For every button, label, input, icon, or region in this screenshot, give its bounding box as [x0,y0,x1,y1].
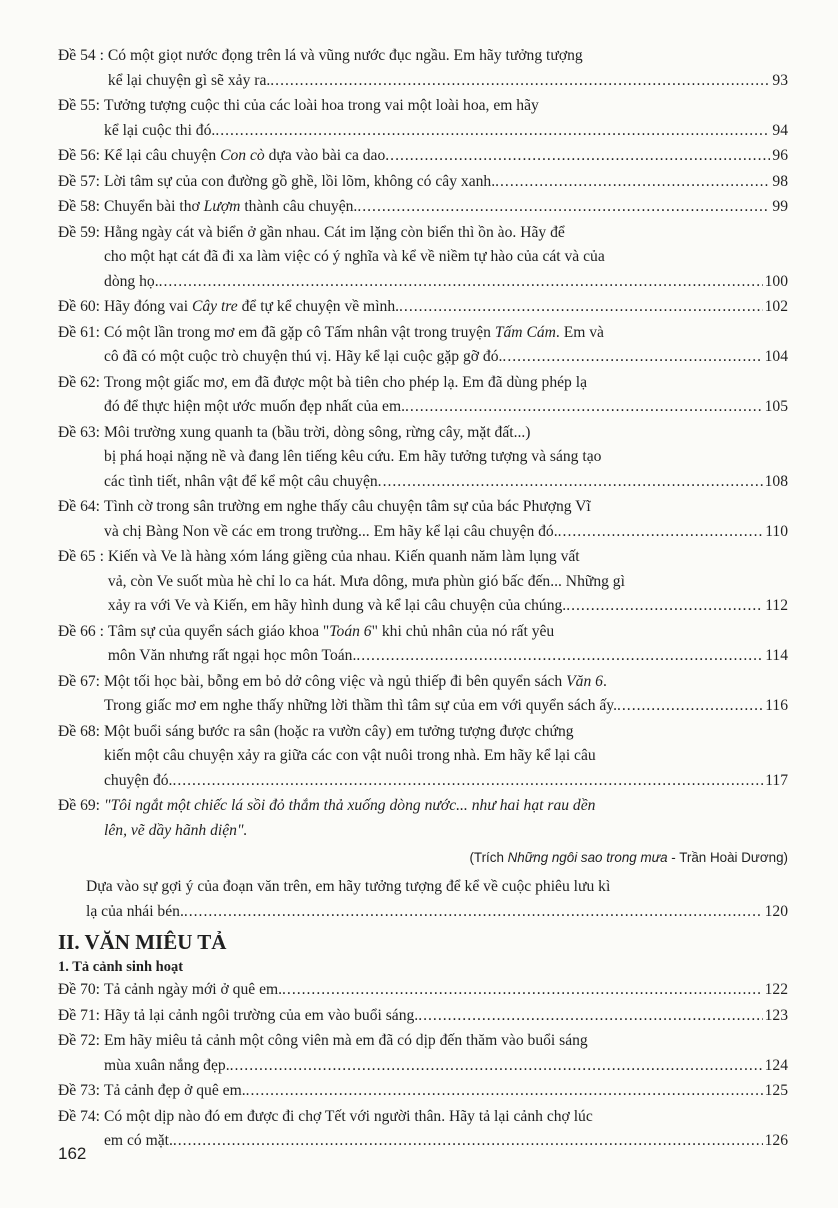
leader-dots [566,594,763,619]
entry-text: Kể lại câu chuyện Con cò dựa vào bài ca dao [104,147,386,164]
entry-body [104,670,788,719]
page-ref: 105 [764,398,788,415]
page-ref: 125 [764,1082,788,1099]
toc-entry [58,1004,788,1029]
toc-entry [58,1105,788,1154]
entry-body [104,195,788,220]
page-ref: 126 [764,1132,788,1149]
toc-list-narrative [58,44,788,793]
entry-body [104,371,788,420]
page-ref: 123 [764,1006,788,1024]
toc-entry [58,421,788,495]
page-ref: 120 [764,902,788,920]
entry-text: Có một lần trong mơ em đã gặp cô Tấm nhân vật trong truyện Tấm Cám. Em và [104,323,604,341]
entry-body [104,978,788,1003]
entry-number: Đề 59: [58,223,101,241]
entry-text: Môi trường xung quanh ta (bầu trời, dòng sông, rừng cây, mặt đất...) [104,423,531,441]
entry-number: Đề 57: [58,172,101,190]
page-ref: 96 [772,147,788,164]
entry-number: Đề 65 : [58,548,104,565]
toc-entry [58,545,788,619]
entry-number: Đề 64: [58,498,101,515]
leader-dots [617,694,763,719]
entry-text: Tả cảnh ngày mới ở quê em. [104,981,283,998]
toc-list-descriptive [58,978,788,1154]
entry-number: Đề 74: [58,1107,101,1125]
leader-dots [418,1004,762,1029]
quote-line: lên, vẽ dầy hãnh diện". [104,821,248,839]
entry-text: và chị Bàng Non về các em trong trường... Em hãy kể lại câu chuyện đó. [104,522,558,540]
toc-entry [58,720,788,794]
entry-text: Trong giấc mơ em nghe thấy những lời thầm thì tâm sự của em với quyển sách ấy. [104,697,617,714]
page-ref: 94 [772,121,788,139]
toc-entry [58,221,788,295]
toc-entry [58,1079,788,1104]
entry-text: kiến một câu chuyện xảy ra giữa các con vật nuôi trong nhà. Em hãy kể lại câu [104,747,596,764]
toc-entry [58,978,788,1003]
entry-text: kể lại cuộc thi đó. [104,121,216,139]
page-ref: 104 [764,348,788,365]
entry-text: môn Văn nhưng rất ngại học môn Toán. [107,647,357,664]
entry-text: bị phá hoại nặng nề và đang lên tiếng kêu cứu. Em hãy tưởng tượng và sáng tạo [104,448,602,465]
leader-dots [215,119,770,144]
entry-text: mùa xuân nắng đẹp. [104,1056,230,1074]
entry-number: Đề 56: [58,147,101,164]
entry-text: kể lại chuyện gì sẽ xảy ra. [107,71,271,89]
entry-text: Kiến và Ve là hàng xóm láng giềng của nhau. Kiến quanh năm làm lụng vất [107,548,580,565]
toc-entry [58,495,788,544]
entry-text: Có một giọt nước đọng trên lá và vũng nước đục ngầu. Em hãy tưởng tượng [107,47,583,64]
entry-text: Tình cờ trong sân trường em nghe thấy câu chuyện tâm sự của bác Phượng Vĩ [104,498,591,515]
leader-dots [378,470,763,495]
page-ref: 100 [764,272,788,290]
toc-entry [58,144,788,169]
entry-text: Một tối học bài, bỗng em bỏ dở công việc và ngủ thiếp đi bên quyển sách Văn 6. [104,672,607,690]
leader-dots [270,69,770,94]
entry-body [104,1079,788,1104]
leader-dots [246,1079,763,1104]
entry-text: Em hãy miêu tả cảnh một công viên mà em đã có dịp đến thăm vào buổi sáng [104,1032,588,1049]
page-ref: 102 [764,298,788,315]
leader-dots [385,144,770,169]
toc-entry [58,371,788,420]
de69-prompt: Dựa vào sự gợi ý của đoạn văn trên, em hãy tưởng tượng để kể về cuộc phiêu lưu kì lạ của nhái bén. ..... 120 [58,875,788,924]
entry-text: xảy ra với Ve và Kiến, em hãy hình dung và kể lại câu chuyện của chúng. [107,597,567,614]
entry-text: vả, còn Ve suốt mùa hè chỉ lo ca hát. Mưa dông, mưa phùn gió bấc đến... Những gì [107,572,625,590]
leader-dots [502,345,762,370]
leader-dots [159,270,763,295]
entry-body [108,545,788,619]
entry-text: đó để thực hiện một ước muốn đẹp nhất của em. [104,398,406,415]
entry-text: Một buổi sáng bước ra sân (hoặc ra vườn cây) em tưởng tượng được chứng [104,722,574,740]
entry-text: Tưởng tượng cuộc thi của các loài hoa trong vai một loài hoa, em hãy [104,97,539,114]
page-ref: 108 [764,472,788,490]
entry-body [104,170,788,195]
toc-entry [58,170,788,195]
toc-entry [58,44,788,93]
leader-dots [356,644,763,669]
page-ref: 99 [772,198,788,215]
section-heading: II. VĂN MIÊU TẢ [58,930,227,954]
entry-text: cô đã có một cuộc trò chuyện thú vị. Hãy kể lại cuộc gặp gỡ đó. [104,348,503,365]
entry-body [104,794,788,843]
leader-dots [399,295,763,320]
entry-body [104,94,788,143]
toc-entry [58,295,788,320]
entry-number: Đề 70: [58,981,101,998]
entry-body [108,620,788,669]
leader-dots [495,170,770,195]
toc-entry [58,321,788,370]
entry-text: Tả cảnh đẹp ở quê em. [104,1082,246,1099]
page-ref: 117 [765,771,788,789]
toc-entry [58,94,788,143]
entry-body [104,720,788,794]
entry-text: Hằng ngày cát và biển ở gần nhau. Cát im lặng còn biển thì ồn ào. Hãy để [104,223,565,241]
entry-text: Hãy tả lại cảnh ngôi trường của em vào buổi sáng. [104,1006,419,1024]
entry-text: các tình tiết, nhân vật để kể một câu chuyện [104,472,378,490]
page-ref: 98 [772,172,788,190]
entry-number: Đề 54 : [58,47,104,64]
toc-entry-de69 [58,794,788,843]
leader-dots [172,769,763,794]
entry-number: Đề 73: [58,1082,101,1099]
entry-text: Lời tâm sự của con đường gồ ghề, lồi lõm, không có cây xanh. [104,172,496,190]
entry-number: Đề 69: [58,797,101,814]
entry-number: Đề 71: [58,1006,101,1024]
entry-number: Đề 66 : [58,622,104,640]
entry-number: Đề 63: [58,423,101,441]
entry-number: Đề 60: [58,298,101,315]
entry-number: Đề 55: [58,97,101,114]
page-ref: 116 [765,697,788,714]
toc-entry [58,670,788,719]
page-ref: 110 [765,522,788,540]
page-ref: 93 [772,71,788,89]
page-ref: 114 [765,647,788,664]
entry-number: Đề 58: [58,198,101,215]
entry-number: Đề 72: [58,1032,101,1049]
leader-dots [282,978,763,1003]
entry-text: cho một hạt cát đã đi xa làm việc có ý nghĩa và kể về niềm tự hào của cát và của [104,248,605,265]
entry-body [104,421,788,495]
leader-dots [184,900,763,925]
entry-body [104,144,788,169]
entry-text: Tâm sự của quyển sách giáo khoa "Toán 6" khi chủ nhân của nó rất yêu [107,622,555,640]
entry-body [104,221,788,295]
entry-body [104,495,788,544]
entry-number: Đề 67: [58,672,101,690]
entry-body [104,1105,788,1154]
entry-text: Trong một giấc mơ, em đã được một bà tiên cho phép lạ. Em đã dùng phép lạ [104,373,588,391]
entry-number: Đề 68: [58,722,101,740]
quote-source: (Trích Những ngôi sao trong mưa - Trần Hoài Dương) [469,850,788,865]
entry-text: Hãy đóng vai Cây tre để tự kể chuyện về mình. [104,298,400,315]
leader-dots [558,520,764,545]
entry-body [108,44,788,93]
entry-body [104,1029,788,1078]
toc-entry [58,1029,788,1078]
page-number: 162 [58,1144,87,1163]
entry-text: dòng họ. [104,272,159,290]
entry-text: em có mặt. [104,1132,173,1149]
subsection-heading: 1. Tả cảnh sinh hoạt [58,959,184,975]
page-ref: 124 [764,1056,788,1074]
entry-body [104,1004,788,1029]
leader-dots [405,395,763,420]
toc-entry [58,195,788,220]
leader-dots [173,1129,763,1154]
entry-number: Đề 62: [58,373,101,391]
leader-dots [230,1054,763,1079]
quote-line: "Tôi ngắt một chiếc lá sồi đỏ thắm thả xuống dòng nước... như hai hạt rau dền [104,797,596,814]
entry-body [104,295,788,320]
page-ref: 112 [765,597,788,614]
toc-entry [58,620,788,669]
entry-body [104,321,788,370]
table-of-contents [58,44,788,1155]
page-ref: 122 [764,981,788,998]
entry-text: Chuyển bài thơ Lượm thành câu chuyện. [104,198,358,215]
entry-number: Đề 61: [58,323,101,341]
leader-dots [357,195,770,220]
entry-text: Có một dịp nào đó em được đi chợ Tết với người thân. Hãy tả lại cảnh chợ lúc [104,1107,593,1125]
entry-text: chuyện đó. [104,771,173,789]
